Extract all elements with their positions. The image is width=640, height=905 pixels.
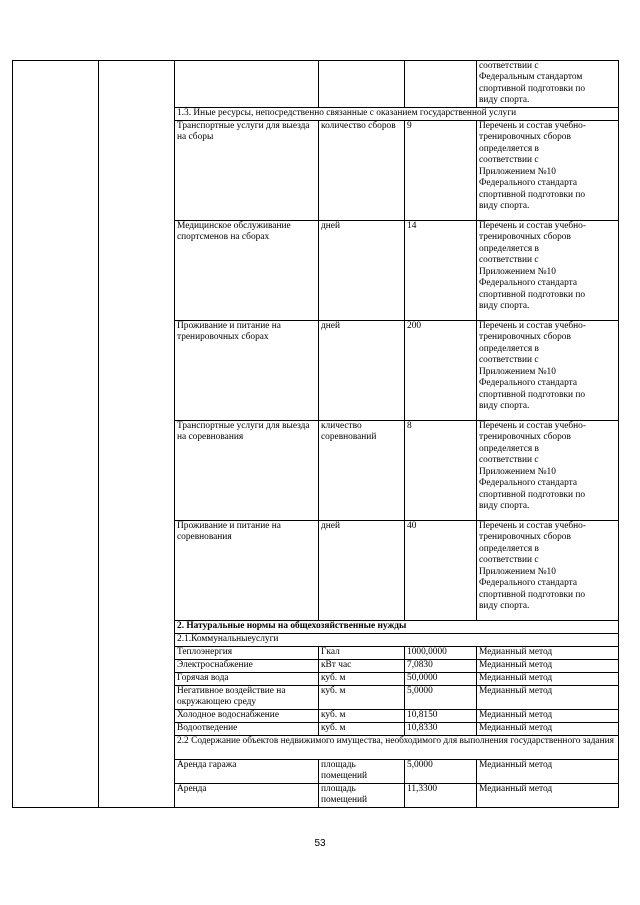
resource-name: Проживание и питание на соревнования bbox=[175, 520, 319, 620]
utility-name: Негативное воздействие на окружающею среду bbox=[175, 685, 319, 709]
utility-note: Медианный метод bbox=[477, 709, 619, 722]
utility-value: 1000,0000 bbox=[405, 646, 477, 659]
property-name: Аренда bbox=[175, 783, 319, 807]
utility-value: 7,0830 bbox=[405, 659, 477, 672]
property-unit: площадь помещений bbox=[319, 759, 405, 783]
property-name: Аренда гаража bbox=[175, 759, 319, 783]
cell-unit bbox=[319, 61, 405, 108]
page-number: 53 bbox=[314, 838, 326, 849]
continuation-row bbox=[13, 61, 619, 108]
utility-note: Медианный метод bbox=[477, 659, 619, 672]
property-value: 11,3300 bbox=[405, 783, 477, 807]
resource-name: Транспортные услуги для выезда на сборы bbox=[175, 120, 319, 220]
resource-name: Проживание и питание на тренировочных сборах bbox=[175, 320, 319, 420]
resource-unit: дней bbox=[319, 320, 405, 420]
cell-note: соответствии с Федеральным стандартом спортивной подготовки по виду спорта. bbox=[477, 61, 619, 108]
merged-column-1 bbox=[13, 61, 99, 808]
utility-unit: кВт час bbox=[319, 659, 405, 672]
utility-note: Медианный метод bbox=[477, 646, 619, 659]
utility-value: 50,0000 bbox=[405, 672, 477, 685]
utility-unit: куб. м bbox=[319, 672, 405, 685]
utility-name: Электроснабжение bbox=[175, 659, 319, 672]
resource-name: Медицинское обслуживание спортсменов на сборах bbox=[175, 220, 319, 320]
resource-note: Перечень и состав учебно- тренировочных сборов определяется в соответствии с Приложением №10 Федерального стандарта спортивной подготовки по виду спорта. bbox=[477, 420, 619, 520]
resource-unit: количество сборов bbox=[319, 120, 405, 220]
resource-value: 40 bbox=[405, 520, 477, 620]
resource-unit: дней bbox=[319, 520, 405, 620]
utility-name: Водоотведение bbox=[175, 722, 319, 735]
property-unit: площадь помещений bbox=[319, 783, 405, 807]
merged-column-2 bbox=[99, 61, 175, 808]
utility-unit: Гкал bbox=[319, 646, 405, 659]
resource-value: 9 bbox=[405, 120, 477, 220]
property-note: Медианный метод bbox=[477, 783, 619, 807]
resource-note: Перечень и состав учебно- тренировочных сборов определяется в соответствии с Приложением №10 Федерального стандарта спортивной подготовки по виду спорта. bbox=[477, 320, 619, 420]
utility-value: 5,0000 bbox=[405, 685, 477, 709]
utility-note: Медианный метод bbox=[477, 672, 619, 685]
property-value: 5,0000 bbox=[405, 759, 477, 783]
utility-unit: куб. м bbox=[319, 709, 405, 722]
cell-name bbox=[175, 61, 319, 108]
utility-value: 10,8330 bbox=[405, 722, 477, 735]
resource-value: 8 bbox=[405, 420, 477, 520]
section-heading: 2. Натуральные нормы на общехозяйственные нужды bbox=[175, 620, 619, 633]
utility-note: Медианный метод bbox=[477, 722, 619, 735]
section-heading: 2.1.Коммунальныеуслуги bbox=[175, 633, 619, 646]
cell-value bbox=[405, 61, 477, 108]
resource-note: Перечень и состав учебно- тренировочных сборов определяется в соответствии с Приложением №10 Федерального стандарта спортивной подготовки по виду спорта. bbox=[477, 120, 619, 220]
resource-unit: дней bbox=[319, 220, 405, 320]
resource-unit: кличество соревнований bbox=[319, 420, 405, 520]
property-note: Медианный метод bbox=[477, 759, 619, 783]
utility-name: Горячая вода bbox=[175, 672, 319, 685]
utility-name: Теплоэнергия bbox=[175, 646, 319, 659]
utility-value: 10,8150 bbox=[405, 709, 477, 722]
resource-value: 14 bbox=[405, 220, 477, 320]
section-heading: 1.3. Иные ресурсы, непосредственно связанные с оказанием государственной услуги bbox=[175, 107, 619, 120]
resource-value: 200 bbox=[405, 320, 477, 420]
utility-unit: куб. м bbox=[319, 685, 405, 709]
utility-name: Холодное водоснабжение bbox=[175, 709, 319, 722]
section-heading: 2.2 Содержание объектов недвижимого имущества, необходимого для выполнения государственного задания bbox=[175, 735, 619, 759]
resource-note: Перечень и состав учебно- тренировочных сборов определяется в соответствии с Приложением №10 Федерального стандарта спортивной подготовки по виду спорта. bbox=[477, 520, 619, 620]
utility-note: Медианный метод bbox=[477, 685, 619, 709]
norms-table bbox=[12, 60, 619, 808]
resource-name: Транспортные услуги для выезда на соревнования bbox=[175, 420, 319, 520]
utility-unit: куб. м bbox=[319, 722, 405, 735]
resource-note: Перечень и состав учебно- тренировочных сборов определяется в соответствии с Приложением №10 Федерального стандарта спортивной подготовки по виду спорта. bbox=[477, 220, 619, 320]
